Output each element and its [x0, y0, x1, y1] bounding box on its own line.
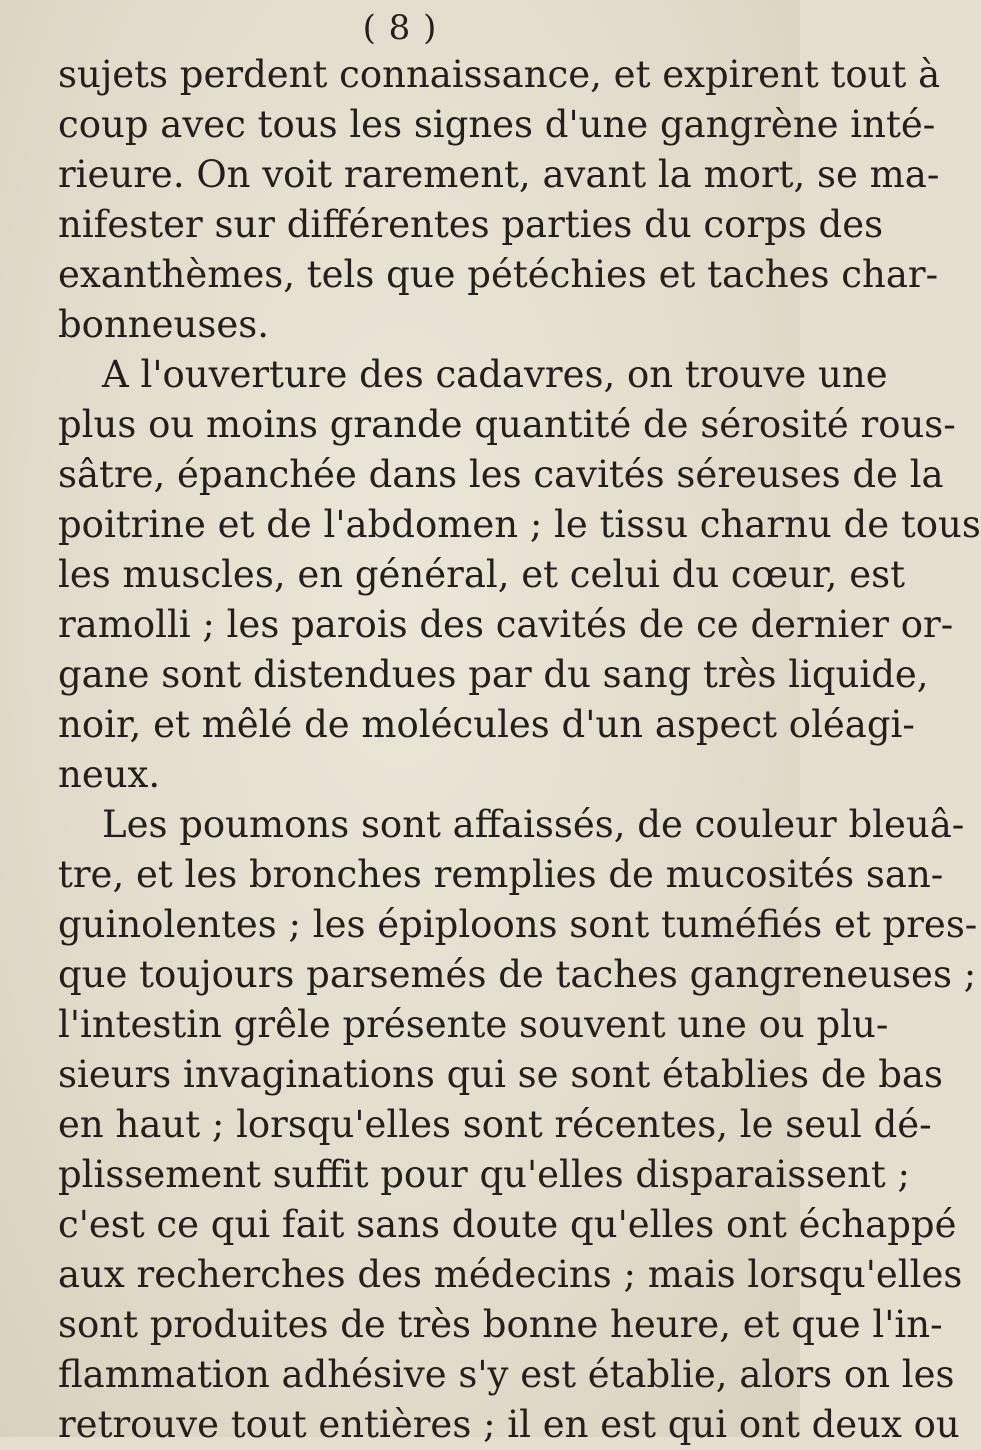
text-line: tre, et les bronches remplies de mucosités san- [58, 853, 944, 896]
text-line: c'est ce qui fait sans doute qu'elles ont échappé [58, 1203, 957, 1246]
text-line: en haut ; lorsqu'elles sont récentes, le seul dé- [58, 1103, 932, 1146]
text-line: sont produites de très bonne heure, et que l'in- [58, 1303, 943, 1346]
body-text [58, 50, 981, 1450]
paragraph [58, 800, 978, 1450]
paragraph [58, 50, 941, 350]
text-line: guinolentes ; les épiploons sont tuméfiés et pres- [58, 903, 978, 946]
text-line: retrouve tout entières ; il en est qui ont deux ou [58, 1403, 960, 1446]
text-line: rieure. On voit rarement, avant la mort, se ma- [58, 153, 940, 196]
text-line: sâtre, épanchée dans les cavités séreuses de la [58, 453, 944, 496]
text-line: Les poumons sont affaissés, de couleur bleuâ- [102, 803, 965, 846]
page-number: ( 8 ) [362, 8, 438, 48]
text-line: sieurs invaginations qui se sont établies de bas [58, 1053, 943, 1096]
text-line: plus ou moins grande quantité de sérosité rous- [58, 403, 956, 446]
text-line: plissement suffit pour qu'elles disparaissent ; [58, 1153, 910, 1196]
text-line: noir, et mêlé de molécules d'un aspect oléagi- [58, 703, 915, 746]
text-line: l'intestin grêle présente souvent une ou plu- [58, 1003, 889, 1046]
text-line: neux. [58, 753, 161, 796]
text-line: aux recherches des médecins ; mais lorsqu'elles [58, 1253, 963, 1296]
text-line: coup avec tous les signes d'une gangrène inté- [58, 103, 936, 146]
text-line: poitrine et de l'abdomen ; le tissu charnu de tous [58, 503, 981, 546]
text-line: sujets perdent connaissance, et expirent tout à [58, 53, 941, 96]
text-line: gane sont distendues par du sang très liquide, [58, 653, 929, 696]
text-line: nifester sur différentes parties du corps des [58, 203, 884, 246]
text-line: les muscles, en général, et celui du cœur, est [58, 553, 905, 596]
paragraph [58, 350, 981, 800]
text-line: que toujours parsemés de taches gangreneuses ; [58, 953, 977, 996]
text-line: A l'ouverture des cadavres, on trouve une [102, 353, 888, 396]
text-line: ramolli ; les parois des cavités de ce dernier or- [58, 603, 954, 646]
text-line: exanthèmes, tels que pétéchies et taches char- [58, 253, 939, 296]
text-line: bonneuses. [58, 303, 269, 346]
text-line: flammation adhésive s'y est établie, alors on les [58, 1353, 955, 1396]
